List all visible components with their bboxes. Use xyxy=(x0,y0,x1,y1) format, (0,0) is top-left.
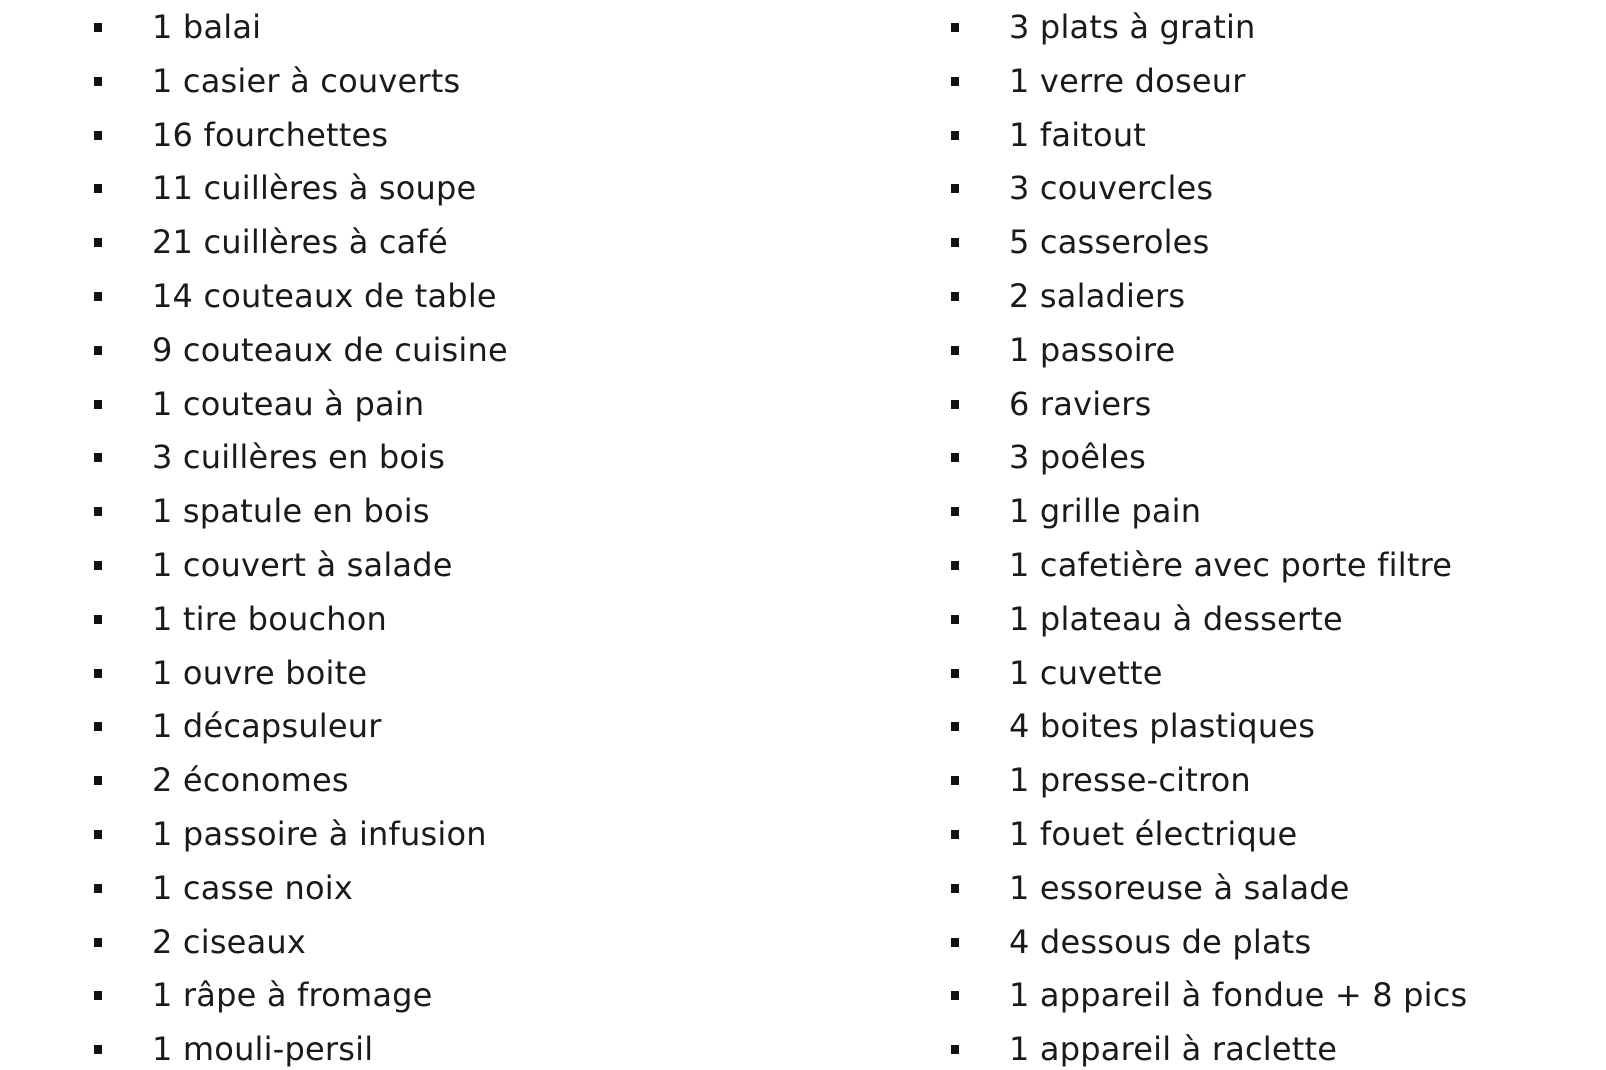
list-item xyxy=(947,1022,1587,1070)
list-item-label: 1 cafetière avec porte filtre xyxy=(1009,545,1453,584)
list-item xyxy=(90,915,850,969)
list-item-label: 6 raviers xyxy=(1009,384,1152,423)
square-bullet-icon xyxy=(951,830,959,839)
square-bullet-icon xyxy=(94,292,102,301)
square-bullet-icon xyxy=(94,722,102,731)
list-item xyxy=(90,323,850,377)
square-bullet-icon xyxy=(951,561,959,570)
list-item xyxy=(947,807,1587,861)
list-item-label: 1 couteau à pain xyxy=(152,384,425,423)
list-item xyxy=(947,861,1587,915)
list-item-label: 1 couvert à salade xyxy=(152,545,453,584)
list-item xyxy=(947,538,1587,592)
list-item-label: 1 spatule en bois xyxy=(152,492,430,531)
list-item xyxy=(90,430,850,484)
list-item xyxy=(90,753,850,807)
list-item xyxy=(947,430,1587,484)
square-bullet-icon xyxy=(951,77,959,86)
list-item-label: 5 casseroles xyxy=(1009,223,1210,262)
list-item xyxy=(947,646,1587,700)
square-bullet-icon xyxy=(94,346,102,355)
list-item-label: 1 casier à couverts xyxy=(152,61,461,100)
list-item-label: 2 saladiers xyxy=(1009,276,1186,315)
square-bullet-icon xyxy=(94,1045,102,1054)
list-item xyxy=(90,538,850,592)
square-bullet-icon xyxy=(94,615,102,624)
list-item xyxy=(947,699,1587,753)
list-item xyxy=(90,54,850,108)
list-item-label: 1 appareil à fondue + 8 pics xyxy=(1009,976,1468,1015)
right-inventory-list xyxy=(947,0,1587,1070)
list-item xyxy=(947,54,1587,108)
list-item-label: 1 passoire à infusion xyxy=(152,814,487,853)
square-bullet-icon xyxy=(951,346,959,355)
square-bullet-icon xyxy=(951,453,959,462)
list-item xyxy=(90,646,850,700)
list-item-label: 9 couteaux de cuisine xyxy=(152,330,508,369)
list-item xyxy=(947,0,1587,54)
square-bullet-icon xyxy=(94,400,102,409)
list-item xyxy=(90,161,850,215)
square-bullet-icon xyxy=(951,938,959,947)
list-item xyxy=(90,108,850,162)
list-item xyxy=(947,968,1587,1022)
square-bullet-icon xyxy=(94,776,102,785)
list-item-label: 1 faitout xyxy=(1009,115,1147,154)
list-item-label: 1 tire bouchon xyxy=(152,599,387,638)
list-item xyxy=(90,484,850,538)
list-item xyxy=(90,377,850,431)
list-item xyxy=(947,215,1587,269)
square-bullet-icon xyxy=(94,453,102,462)
square-bullet-icon xyxy=(951,669,959,678)
left-inventory-list xyxy=(90,0,850,1070)
list-item-label: 3 cuillères en bois xyxy=(152,438,446,477)
square-bullet-icon xyxy=(951,507,959,516)
list-item xyxy=(947,108,1587,162)
list-item xyxy=(90,592,850,646)
list-item-label: 1 presse-citron xyxy=(1009,761,1251,800)
list-item xyxy=(90,861,850,915)
square-bullet-icon xyxy=(94,938,102,947)
list-item-label: 1 plateau à desserte xyxy=(1009,599,1343,638)
square-bullet-icon xyxy=(94,669,102,678)
square-bullet-icon xyxy=(94,507,102,516)
list-item-label: 1 casse noix xyxy=(152,868,354,907)
list-item-label: 16 fourchettes xyxy=(152,115,389,154)
list-item xyxy=(947,269,1587,323)
list-item xyxy=(947,323,1587,377)
square-bullet-icon xyxy=(951,292,959,301)
list-item-label: 1 râpe à fromage xyxy=(152,976,433,1015)
list-item xyxy=(90,807,850,861)
list-item xyxy=(947,753,1587,807)
list-item xyxy=(90,968,850,1022)
square-bullet-icon xyxy=(951,1045,959,1054)
list-item-label: 2 ciseaux xyxy=(152,922,307,961)
square-bullet-icon xyxy=(951,884,959,893)
square-bullet-icon xyxy=(94,184,102,193)
list-item xyxy=(90,699,850,753)
list-item xyxy=(947,484,1587,538)
list-item-label: 3 couvercles xyxy=(1009,169,1214,208)
list-item-label: 1 verre doseur xyxy=(1009,61,1246,100)
square-bullet-icon xyxy=(94,131,102,140)
list-item-label: 2 économes xyxy=(152,761,349,800)
square-bullet-icon xyxy=(951,23,959,32)
list-item-label: 14 couteaux de table xyxy=(152,276,497,315)
square-bullet-icon xyxy=(951,991,959,1000)
square-bullet-icon xyxy=(951,184,959,193)
list-item-label: 3 poêles xyxy=(1009,438,1146,477)
list-item-label: 1 fouet électrique xyxy=(1009,814,1298,853)
square-bullet-icon xyxy=(94,884,102,893)
list-item-label: 1 cuvette xyxy=(1009,653,1163,692)
list-item-label: 1 essoreuse à salade xyxy=(1009,868,1350,907)
list-item xyxy=(947,161,1587,215)
square-bullet-icon xyxy=(94,991,102,1000)
square-bullet-icon xyxy=(951,615,959,624)
list-item-label: 11 cuillères à soupe xyxy=(152,169,477,208)
square-bullet-icon xyxy=(94,77,102,86)
square-bullet-icon xyxy=(951,722,959,731)
list-item-label: 1 balai xyxy=(152,8,262,46)
list-item xyxy=(947,915,1587,969)
list-item-label: 1 mouli-persil xyxy=(152,1030,374,1069)
square-bullet-icon xyxy=(94,23,102,32)
square-bullet-icon xyxy=(94,561,102,570)
square-bullet-icon xyxy=(951,400,959,409)
list-item-label: 1 grille pain xyxy=(1009,492,1202,531)
square-bullet-icon xyxy=(951,776,959,785)
list-item-label: 4 dessous de plats xyxy=(1009,922,1312,961)
list-item-label: 1 ouvre boite xyxy=(152,653,368,692)
list-item-label: 1 décapsuleur xyxy=(152,707,382,746)
square-bullet-icon xyxy=(94,830,102,839)
list-item xyxy=(947,377,1587,431)
square-bullet-icon xyxy=(951,238,959,247)
square-bullet-icon xyxy=(951,131,959,140)
list-item-label: 1 passoire xyxy=(1009,330,1176,369)
list-item-label: 1 appareil à raclette xyxy=(1009,1030,1338,1069)
list-item xyxy=(947,592,1587,646)
list-item xyxy=(90,1022,850,1070)
list-item xyxy=(90,0,850,54)
square-bullet-icon xyxy=(94,238,102,247)
list-item-label: 21 cuillères à café xyxy=(152,223,448,262)
list-item-label: 4 boites plastiques xyxy=(1009,707,1316,746)
list-item xyxy=(90,215,850,269)
list-item-label: 3 plats à gratin xyxy=(1009,8,1256,46)
list-item xyxy=(90,269,850,323)
